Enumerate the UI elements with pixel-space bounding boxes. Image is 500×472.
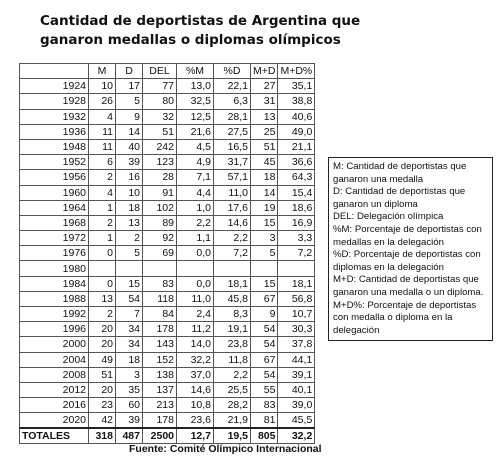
cell-d: 16: [116, 170, 143, 185]
table-row: [20, 231, 315, 246]
cell-m-plus-d-pct: 3,3: [278, 231, 315, 246]
cell-pct-d: 19,1: [214, 322, 251, 337]
cell-d: 35: [116, 382, 143, 397]
cell-m-plus-d: 5: [251, 246, 278, 261]
cell-m-plus-d: 3: [251, 231, 278, 246]
table-row: [20, 109, 315, 124]
table-row: [20, 337, 315, 352]
cell-year: 1980: [20, 261, 89, 276]
cell-pct-m: 14,0: [177, 337, 214, 352]
cell-m-plus-d-pct: 18,1: [278, 276, 315, 291]
cell-year: 1996: [20, 322, 89, 337]
cell-pct-d: 2,2: [214, 231, 251, 246]
table-body: [20, 79, 315, 429]
cell-m-plus-d-pct: 35,1: [278, 79, 315, 94]
cell-pct-d: 27,5: [214, 124, 251, 139]
cell-m-plus-d: 51: [251, 139, 278, 154]
cell-m-plus-d-pct: 38,8: [278, 94, 315, 109]
cell-year: 1956: [20, 170, 89, 185]
cell-m-plus-d-pct: 21,1: [278, 139, 315, 154]
cell-pct-m: [177, 261, 214, 276]
cell-m: 20: [89, 382, 116, 397]
cell-d: 34: [116, 322, 143, 337]
cell-m-plus-d-pct: 18,6: [278, 200, 315, 215]
cell-pct-m: 2,4: [177, 307, 214, 322]
legend-item-m: M: Cantidad de deportistas que ganaron una medalla: [333, 161, 467, 185]
table-row: [20, 155, 315, 170]
cell-m-plus-d-pct: 16,9: [278, 215, 315, 230]
column-header-pct-d: %D: [214, 64, 251, 79]
table-row: [20, 307, 315, 322]
cell-pct-m: 0,0: [177, 246, 214, 261]
cell-m: 6: [89, 155, 116, 170]
cell-del: 91: [143, 185, 177, 200]
cell-m: 23: [89, 398, 116, 413]
cell-pct-d: 7,2: [214, 246, 251, 261]
cell-del: 32: [143, 109, 177, 124]
total-cell-m: 318: [89, 428, 116, 444]
table-row: [20, 79, 315, 94]
cell-d: 3: [116, 367, 143, 382]
cell-pct-m: 7,1: [177, 170, 214, 185]
cell-pct-d: 11,0: [214, 185, 251, 200]
cell-m-plus-d: 67: [251, 352, 278, 367]
cell-m: 13: [89, 291, 116, 306]
cell-m-plus-d-pct: 36,6: [278, 155, 315, 170]
legend-item-m-plus-d-pct: M+D%: Porcentaje de deportistas con medalla o diploma en la delegación: [333, 299, 477, 336]
cell-m: 0: [89, 276, 116, 291]
cell-year: 1976: [20, 246, 89, 261]
column-header-m: M: [89, 64, 116, 79]
cell-m-plus-d: 55: [251, 382, 278, 397]
cell-pct-m: 11,0: [177, 291, 214, 306]
cell-d: 15: [116, 276, 143, 291]
cell-m-plus-d-pct: 44,1: [278, 352, 315, 367]
cell-m: 2: [89, 215, 116, 230]
cell-m: 1: [89, 200, 116, 215]
cell-del: 143: [143, 337, 177, 352]
cell-pct-m: 4,9: [177, 155, 214, 170]
cell-del: 137: [143, 382, 177, 397]
cell-d: 18: [116, 352, 143, 367]
totals-row: [20, 428, 315, 444]
cell-d: 9: [116, 109, 143, 124]
column-header-del: DEL: [143, 64, 177, 79]
cell-pct-d: 31,7: [214, 155, 251, 170]
cell-year: 2000: [20, 337, 89, 352]
cell-year: 1984: [20, 276, 89, 291]
cell-m: 1: [89, 231, 116, 246]
cell-pct-m: 32,2: [177, 352, 214, 367]
table-row: [20, 200, 315, 215]
legend-item-d: D: Cantidad de deportistas que ganaron un diploma: [333, 186, 466, 210]
cell-d: 7: [116, 307, 143, 322]
cell-m-plus-d: 25: [251, 124, 278, 139]
cell-pct-m: 32,5: [177, 94, 214, 109]
cell-d: 39: [116, 413, 143, 429]
legend-item-m-plus-d: M+D: Cantidad de deportistas que ganaron una medalla o un diploma.: [333, 274, 484, 298]
cell-del: 213: [143, 398, 177, 413]
cell-pct-m: 13,0: [177, 79, 214, 94]
table-row: [20, 398, 315, 413]
medals-table: [19, 63, 315, 444]
cell-m: 2: [89, 307, 116, 322]
cell-d: 17: [116, 79, 143, 94]
source-note: Fuente: Comité Olímpico Internacional: [129, 443, 322, 455]
cell-m-plus-d: 14: [251, 185, 278, 200]
cell-d: 10: [116, 185, 143, 200]
cell-year: 1968: [20, 215, 89, 230]
cell-year: 1936: [20, 124, 89, 139]
total-cell-del: 2500: [143, 428, 177, 444]
title-line-2: ganaron medallas o diplomas olímpicos: [40, 32, 341, 48]
table-row: [20, 215, 315, 230]
cell-m: 2: [89, 170, 116, 185]
cell-d: 60: [116, 398, 143, 413]
total-cell-pct-d: 19,5: [214, 428, 251, 444]
cell-del: 118: [143, 291, 177, 306]
legend-box: [328, 157, 493, 341]
cell-d: 34: [116, 337, 143, 352]
cell-m: 11: [89, 139, 116, 154]
cell-del: 80: [143, 94, 177, 109]
table-row: [20, 276, 315, 291]
cell-m-plus-d-pct: 37,8: [278, 337, 315, 352]
cell-m: 51: [89, 367, 116, 382]
cell-year: 1948: [20, 139, 89, 154]
total-cell-m-plus-d: 805: [251, 428, 278, 444]
table-row: [20, 413, 315, 429]
cell-pct-m: 1,1: [177, 231, 214, 246]
cell-del: 242: [143, 139, 177, 154]
table-row: [20, 291, 315, 306]
cell-d: 54: [116, 291, 143, 306]
table-row: [20, 382, 315, 397]
table-row: [20, 170, 315, 185]
total-cell-pct-m: 12,7: [177, 428, 214, 444]
cell-pct-m: 21,6: [177, 124, 214, 139]
cell-d: 13: [116, 215, 143, 230]
cell-m-plus-d-pct: 64,3: [278, 170, 315, 185]
cell-pct-d: 18,1: [214, 276, 251, 291]
cell-d: 5: [116, 246, 143, 261]
cell-del: 178: [143, 413, 177, 429]
column-header-year: [20, 64, 89, 79]
cell-pct-m: 23,6: [177, 413, 214, 429]
cell-m: 20: [89, 337, 116, 352]
cell-m-plus-d: 13: [251, 109, 278, 124]
cell-pct-d: 22,1: [214, 79, 251, 94]
cell-del: 89: [143, 215, 177, 230]
cell-pct-m: 1,0: [177, 200, 214, 215]
cell-m-plus-d: 81: [251, 413, 278, 429]
cell-year: 1924: [20, 79, 89, 94]
cell-pct-m: 37,0: [177, 367, 214, 382]
cell-m: 42: [89, 413, 116, 429]
cell-year: 2020: [20, 413, 89, 429]
cell-pct-d: 28,1: [214, 109, 251, 124]
table-row: [20, 367, 315, 382]
cell-m: [89, 261, 116, 276]
cell-m-plus-d: 19: [251, 200, 278, 215]
cell-m-plus-d-pct: 7,2: [278, 246, 315, 261]
cell-year: 2004: [20, 352, 89, 367]
cell-m-plus-d: 54: [251, 337, 278, 352]
cell-del: 77: [143, 79, 177, 94]
cell-m-plus-d: 9: [251, 307, 278, 322]
cell-m-plus-d: 54: [251, 367, 278, 382]
cell-pct-m: 4,5: [177, 139, 214, 154]
cell-m-plus-d-pct: 39,1: [278, 367, 315, 382]
cell-pct-m: 0,0: [177, 276, 214, 291]
cell-year: 1928: [20, 94, 89, 109]
cell-d: 2: [116, 231, 143, 246]
cell-del: 138: [143, 367, 177, 382]
column-header-pct-m: %M: [177, 64, 214, 79]
cell-m: 4: [89, 109, 116, 124]
cell-year: 2012: [20, 382, 89, 397]
cell-year: 2016: [20, 398, 89, 413]
cell-del: 123: [143, 155, 177, 170]
cell-m-plus-d-pct: 40,1: [278, 382, 315, 397]
total-cell-year: TOTALES: [20, 428, 89, 444]
cell-del: [143, 261, 177, 276]
column-header-m-plus-d: M+D: [251, 64, 278, 79]
cell-pct-d: 11,8: [214, 352, 251, 367]
table-row: [20, 94, 315, 109]
cell-pct-d: 25,5: [214, 382, 251, 397]
cell-m-plus-d: 15: [251, 276, 278, 291]
cell-year: 1960: [20, 185, 89, 200]
cell-pct-m: 2,2: [177, 215, 214, 230]
total-cell-m-plus-d-pct: 32,2: [278, 428, 315, 444]
cell-m-plus-d-pct: 40,6: [278, 109, 315, 124]
cell-year: 2008: [20, 367, 89, 382]
cell-m-plus-d: 15: [251, 215, 278, 230]
cell-pct-d: 8,3: [214, 307, 251, 322]
cell-m-plus-d-pct: 39,0: [278, 398, 315, 413]
cell-m-plus-d-pct: 10,7: [278, 307, 315, 322]
table-row: [20, 139, 315, 154]
cell-del: 152: [143, 352, 177, 367]
cell-pct-d: 28,2: [214, 398, 251, 413]
legend-item-pct-d: %D: Porcentaje de deportistas con diplomas en la delegación: [333, 249, 481, 273]
column-header-m-plus-d-pct: M+D%: [278, 64, 315, 79]
cell-pct-d: 23,8: [214, 337, 251, 352]
cell-year: 1988: [20, 291, 89, 306]
cell-m: 11: [89, 124, 116, 139]
page-title: [40, 12, 370, 50]
cell-pct-d: 45,8: [214, 291, 251, 306]
table-row: [20, 261, 315, 276]
cell-m-plus-d: 18: [251, 170, 278, 185]
cell-m-plus-d: 31: [251, 94, 278, 109]
cell-pct-d: 6,3: [214, 94, 251, 109]
cell-pct-m: 12,5: [177, 109, 214, 124]
cell-m: 49: [89, 352, 116, 367]
cell-m-plus-d-pct: [278, 261, 315, 276]
cell-year: 1964: [20, 200, 89, 215]
cell-pct-m: 4,4: [177, 185, 214, 200]
cell-year: 1992: [20, 307, 89, 322]
cell-pct-m: 14,6: [177, 382, 214, 397]
cell-m-plus-d: 67: [251, 291, 278, 306]
cell-pct-d: 16,5: [214, 139, 251, 154]
table-row: [20, 352, 315, 367]
table-row: [20, 185, 315, 200]
table-row: [20, 322, 315, 337]
cell-m: 10: [89, 79, 116, 94]
cell-del: 102: [143, 200, 177, 215]
table-row: [20, 124, 315, 139]
cell-m-plus-d: 54: [251, 322, 278, 337]
cell-m-plus-d: 45: [251, 155, 278, 170]
cell-pct-m: 10,8: [177, 398, 214, 413]
legend-item-pct-m: %M: Porcentaje de deportistas con medallas en la delegación: [333, 223, 482, 248]
cell-year: 1932: [20, 109, 89, 124]
cell-del: 178: [143, 322, 177, 337]
cell-m-plus-d: 27: [251, 79, 278, 94]
cell-m-plus-d-pct: 45,5: [278, 413, 315, 429]
cell-d: 14: [116, 124, 143, 139]
table-row: [20, 246, 315, 261]
cell-m-plus-d-pct: 30,3: [278, 322, 315, 337]
cell-pct-m: 11,2: [177, 322, 214, 337]
cell-pct-d: 57,1: [214, 170, 251, 185]
cell-del: 84: [143, 307, 177, 322]
cell-d: 40: [116, 139, 143, 154]
cell-pct-d: 14,6: [214, 215, 251, 230]
cell-m: 0: [89, 246, 116, 261]
cell-pct-d: 2,2: [214, 367, 251, 382]
cell-m: 4: [89, 185, 116, 200]
column-header-d: D: [116, 64, 143, 79]
cell-m: 26: [89, 94, 116, 109]
cell-pct-d: 21,9: [214, 413, 251, 429]
cell-m-plus-d-pct: 49,0: [278, 124, 315, 139]
cell-d: [116, 261, 143, 276]
title-line-1: Cantidad de deportistas de Argentina que: [40, 13, 361, 29]
total-cell-d: 487: [116, 428, 143, 444]
cell-m-plus-d: [251, 261, 278, 276]
cell-d: 18: [116, 200, 143, 215]
cell-pct-d: 17,6: [214, 200, 251, 215]
cell-year: 1972: [20, 231, 89, 246]
cell-m-plus-d-pct: 15,4: [278, 185, 315, 200]
cell-del: 51: [143, 124, 177, 139]
cell-del: 69: [143, 246, 177, 261]
cell-del: 83: [143, 276, 177, 291]
cell-del: 28: [143, 170, 177, 185]
cell-d: 39: [116, 155, 143, 170]
legend-item-del: DEL: Delegación olímpica: [333, 211, 444, 223]
cell-m-plus-d-pct: 56,8: [278, 291, 315, 306]
cell-pct-d: [214, 261, 251, 276]
cell-m: 20: [89, 322, 116, 337]
table-header-row: [20, 64, 315, 79]
cell-del: 92: [143, 231, 177, 246]
cell-m-plus-d: 83: [251, 398, 278, 413]
cell-year: 1952: [20, 155, 89, 170]
cell-d: 5: [116, 94, 143, 109]
